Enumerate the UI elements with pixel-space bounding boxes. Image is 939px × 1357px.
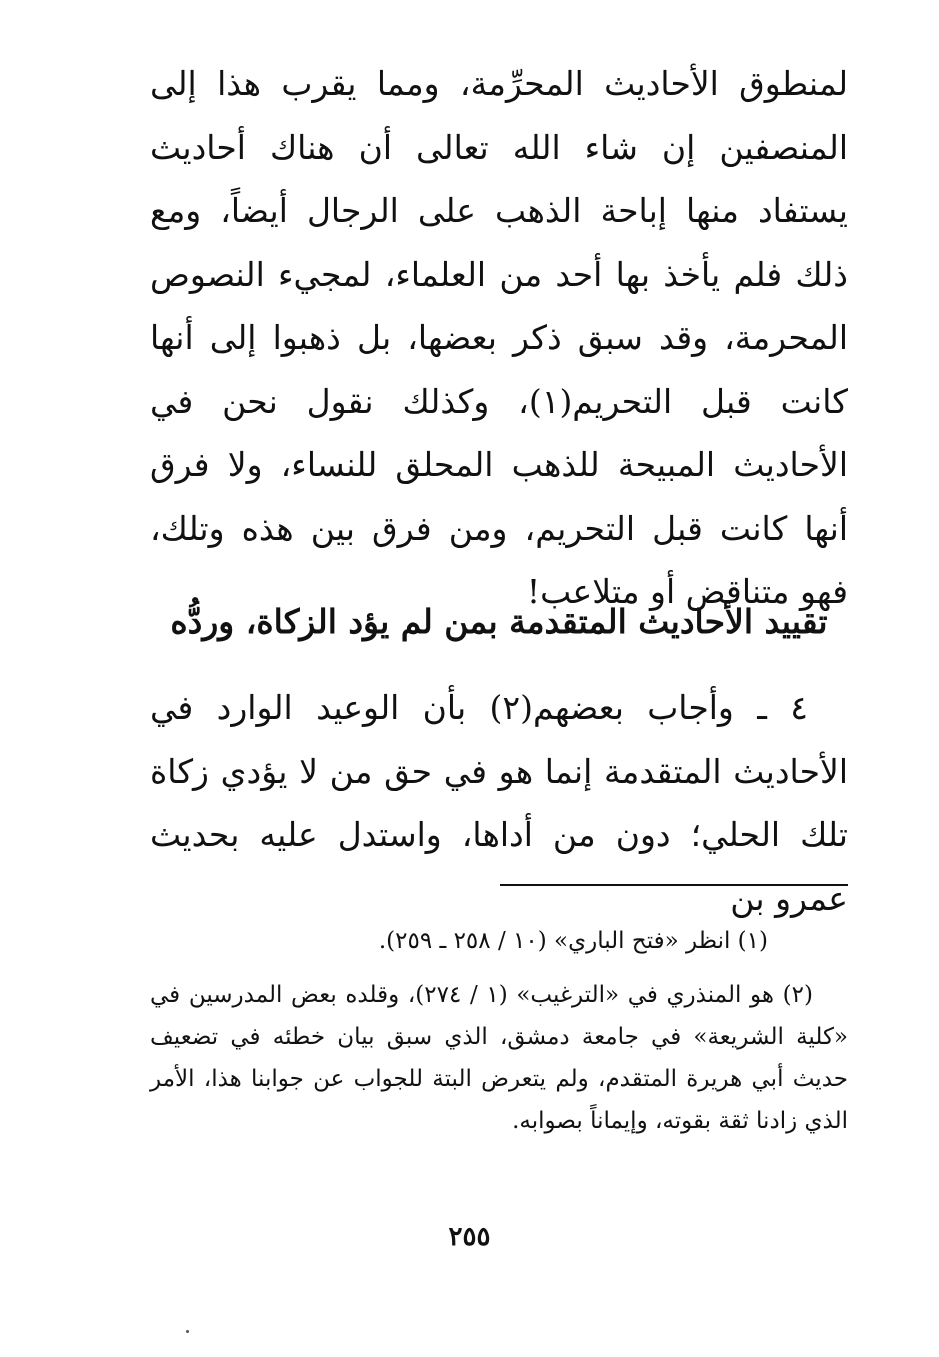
scan-speck <box>186 1330 189 1333</box>
footnote-2: (٢) هو المنذري في «الترغيب» (١ / ٢٧٤)، وقلده بعض المدرسين في «كلية الشريعة» في جامعة دمشق، الذي سبق بيان خطئه في تضعيف حديث أبي هريرة المتقدم، ولم يتعرض البتة للجواب عن جوابنا هذا، الأمر الذي زادنا ثقة بقوته، وإيماناً بصوابه. <box>150 982 848 1134</box>
main-paragraph-2: ٤ ـ وأجاب بعضهم(٢) بأن الوعيد الوارد في الأحاديث المتقدمة إنما هو في حق من لا يؤدي زكاة تلك الحلي؛ دون من أداها، واستدل عليه بحديث عمرو بن <box>150 688 848 918</box>
page-number: ٢٥٥ <box>448 1222 491 1252</box>
footnote-divider <box>500 884 848 886</box>
section-heading: تقييد الأحاديث المتقدمة بمن لم يؤد الزكاة، وردُّه <box>170 602 828 641</box>
footnote-1: (١) انظر «فتح الباري» (١٠ / ٢٥٨ ـ ٢٥٩). <box>378 928 768 954</box>
footnotes <box>150 920 848 1154</box>
main-paragraph-1: لمنطوق الأحاديث المحرِّمة، ومما يقرب هذا إلى المنصفين إن شاء الله تعالى أن هناك أحاديث يستفاد منها إباحة الذهب على الرجال أيضاً، ومع ذلك فلم يأخذ بها أحد من العلماء، لمجيء النصوص المحرمة، وقد سبق ذكر بعضها، بل ذهبوا إلى أنها كانت قبل التحريم(١)، وكذلك نقول نحن في الأحاديث المبيحة للذهب المحلق للنساء، ولا فرق أنها كانت قبل التحريم، ومن فرق بين هذه وتلك، فهو متناقض أو متلاعب! <box>150 64 848 611</box>
